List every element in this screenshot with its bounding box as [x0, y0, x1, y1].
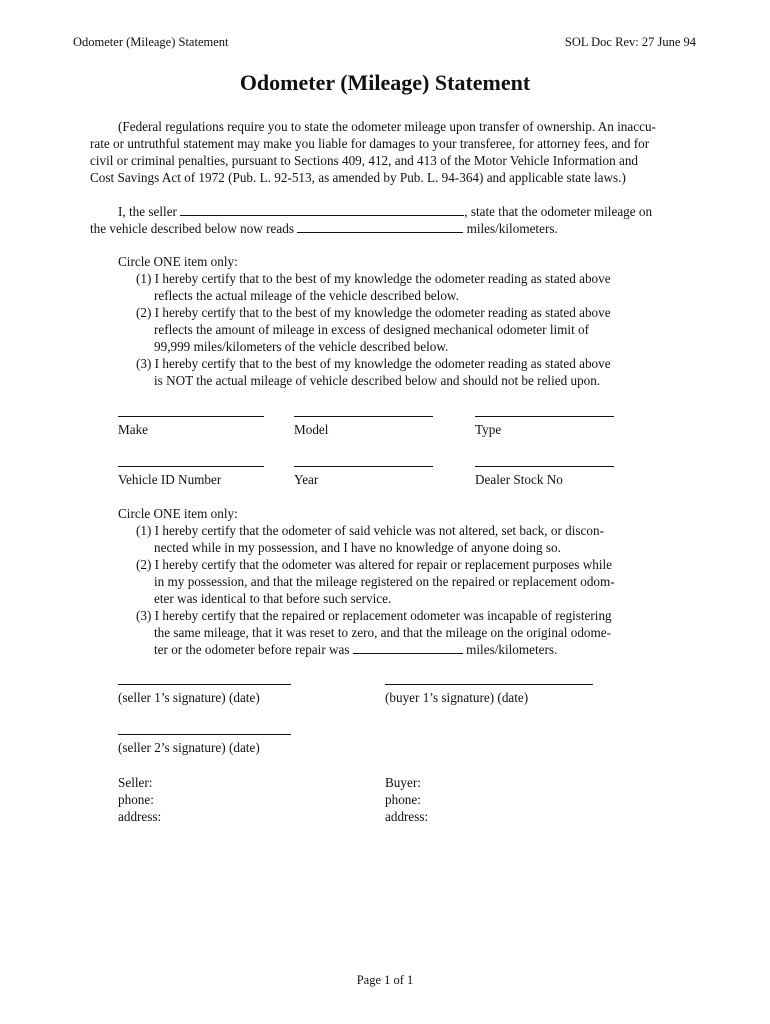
section2-heading: Circle ONE item only:: [118, 506, 238, 521]
seller1-signature-line[interactable]: [118, 684, 291, 685]
section2-item: (1) I hereby certify that the odometer of said vehicle was not altered, set back, or discon-: [136, 523, 604, 538]
original-mileage-field[interactable]: [353, 641, 463, 654]
seller-statement-line1: [118, 203, 652, 220]
reads-suffix: miles/kilometers.: [466, 221, 558, 236]
dealer-stock-label: Dealer Stock No: [475, 472, 563, 487]
model-label: Model: [294, 422, 329, 437]
seller-label: Seller:: [118, 775, 153, 790]
section1-item: (1) I hereby certify that to the best of my knowledge the odometer reading as stated above: [136, 271, 611, 286]
section1-heading: Circle ONE item only:: [118, 254, 238, 269]
header-left: Odometer (Mileage) Statement: [73, 35, 229, 49]
section2-item: the same mileage, that it was reset to zero, and that the mileage on the original odome-: [154, 625, 612, 640]
seller-address-label: address:: [118, 809, 162, 824]
seller-prefix: I, the seller: [118, 204, 177, 219]
buyer-phone-label: phone:: [385, 792, 421, 807]
section2-item: nected while in my possession, and I have no knowledge of anyone doing so.: [154, 540, 561, 555]
section2-last-suffix: miles/kilometers.: [466, 642, 558, 657]
make-label: Make: [118, 422, 149, 437]
type-field[interactable]: [475, 416, 614, 417]
section2-item: (3) I hereby certify that the repaired or replacement odometer was incapable of registering: [136, 608, 612, 623]
vin-field[interactable]: [118, 466, 264, 467]
model-field[interactable]: [294, 416, 433, 417]
buyer-label: Buyer:: [385, 775, 421, 790]
section1-item: is NOT the actual mileage of vehicle described below and should not be relied upon.: [154, 373, 601, 388]
buyer1-signature-line[interactable]: [385, 684, 593, 685]
seller2-signature-line[interactable]: [118, 734, 291, 735]
page-title: Odometer (Mileage) Statement: [239, 70, 531, 95]
section2-item: eter was identical to that before such service.: [154, 591, 392, 606]
section2-item: (2) I hereby certify that the odometer was altered for repair or replacement purposes while: [136, 557, 613, 572]
section2-item: in my possession, and that the mileage registered on the repaired or replacement odom-: [154, 574, 615, 589]
dealer-stock-field[interactable]: [475, 466, 614, 467]
intro-line: Cost Savings Act of 1972 (Pub. L. 92-513, as amended by Pub. L. 94-364) and applicable state laws.): [90, 170, 626, 185]
seller1-signature-label: (seller 1’s signature) (date): [118, 690, 260, 705]
section1-item: (3) I hereby certify that to the best of my knowledge the odometer reading as stated above: [136, 356, 611, 371]
seller-statement-line2: [90, 220, 558, 237]
page-footer: Page 1 of 1: [356, 973, 414, 987]
buyer1-signature-label: (buyer 1’s signature) (date): [385, 690, 529, 705]
seller-mid: , state that the odometer mileage on: [464, 204, 653, 219]
header-right: SOL Doc Rev: 27 June 94: [564, 35, 696, 49]
type-label: Type: [475, 422, 502, 437]
seller-name-field[interactable]: [180, 203, 464, 216]
section1-item: reflects the actual mileage of the vehicle described below.: [154, 288, 459, 303]
make-field[interactable]: [118, 416, 264, 417]
section1-item: reflects the amount of mileage in excess of designed mechanical odometer limit of: [154, 322, 590, 337]
intro-line: rate or untruthful statement may make you liable for damages to your transferee, for attorney fees, and for: [90, 136, 650, 151]
intro-line: civil or criminal penalties, pursuant to Sections 409, 412, and 413 of the Motor Vehicle Information and: [90, 153, 639, 168]
seller-phone-label: phone:: [118, 792, 154, 807]
year-field[interactable]: [294, 466, 433, 467]
section2-last-prefix: ter or the odometer before repair was: [154, 642, 350, 657]
section1-item: (2) I hereby certify that to the best of my knowledge the odometer reading as stated above: [136, 305, 611, 320]
year-label: Year: [294, 472, 319, 487]
seller2-signature-label: (seller 2’s signature) (date): [118, 740, 260, 755]
mileage-reading-field[interactable]: [297, 220, 463, 233]
vin-label: Vehicle ID Number: [118, 472, 222, 487]
section2-item-last: [154, 641, 557, 658]
reads-prefix: the vehicle described below now reads: [90, 221, 294, 236]
section1-item: 99,999 miles/kilometers of the vehicle described below.: [154, 339, 449, 354]
intro-line: (Federal regulations require you to state the odometer mileage upon transfer of ownership. An inaccu-: [118, 119, 656, 134]
buyer-address-label: address:: [385, 809, 429, 824]
